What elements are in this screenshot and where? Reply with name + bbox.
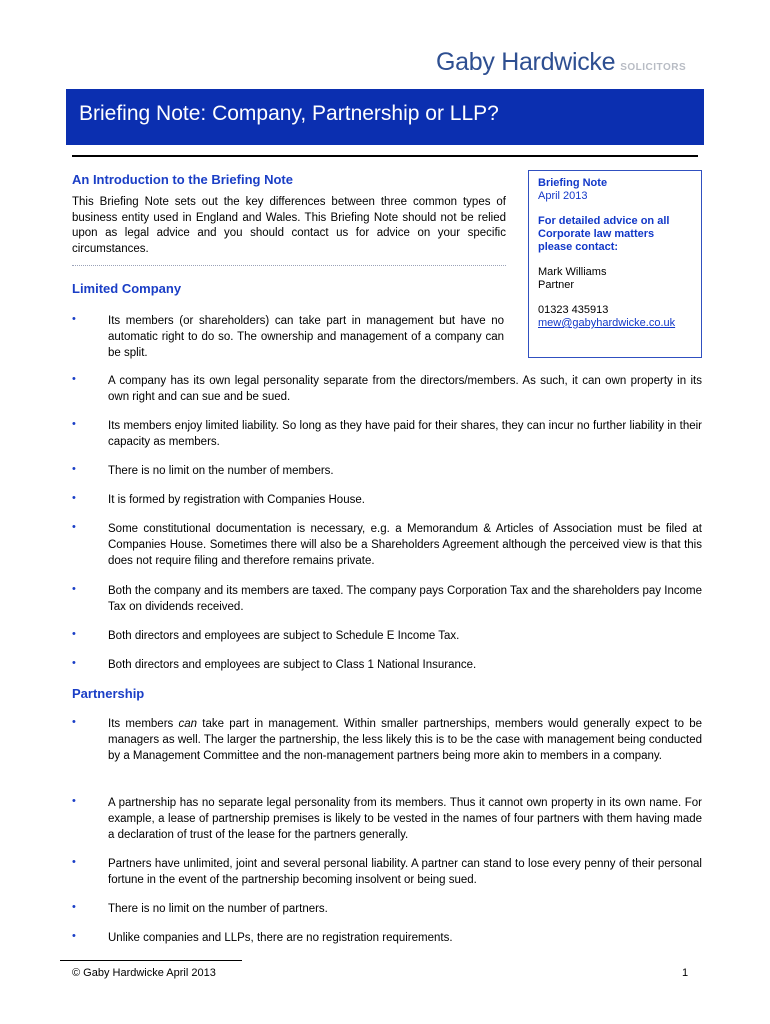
partnership-heading: Partnership (72, 686, 145, 701)
contact-name: Mark Williams (538, 266, 607, 278)
emphasis-can: can (178, 718, 198, 730)
sidebox-title: Briefing Note (538, 177, 608, 189)
company-logo (436, 48, 686, 77)
header-divider (72, 155, 698, 157)
list-item-text: There is no limit on the number of partners. (108, 903, 328, 915)
bullet-icon: • (72, 313, 76, 325)
list-item-text: Partners have unlimited, joint and several personal liability. A partner can stand to lose every penny of their personal fortune in the event of the partnership becoming insolvent or being sued. (108, 858, 702, 886)
limited-company-heading: Limited Company (72, 281, 182, 296)
logo-suffix: SOLICITORS (620, 62, 687, 73)
title-banner (66, 89, 704, 145)
list-item-text: There is no limit on the number of members. (108, 465, 334, 477)
contact-sidebox (528, 170, 702, 358)
contact-email-link[interactable]: mew@gabyhardwicke.co.uk (538, 317, 676, 329)
contact-role: Partner (538, 279, 575, 291)
bullet-icon: • (72, 463, 76, 475)
sidebox-date: April 2013 (538, 190, 588, 202)
section-divider (72, 265, 506, 266)
bullet-icon: • (72, 795, 76, 807)
page-number: 1 (682, 967, 689, 979)
list-item-text: Its members can take part in management. Within smaller partnerships, members would generally expect to be managers as well. The larger the partnership, the less likely this is to be the case with management being conducted by a Management Committee and the non-management partners being more akin to members in a company. (108, 718, 702, 762)
footer-copyright: © Gaby Hardwicke April 2013 (72, 967, 216, 979)
list-item-text: Both directors and employees are subject to Schedule E Income Tax. (108, 630, 460, 642)
intro-paragraph: This Briefing Note sets out the key differences between three common types of business entity used in England and Wales. This Briefing Note should not be relied upon as legal advice and you should contact us for advice on your specific circumstances. (72, 196, 506, 255)
sidebox-advice-line: Corporate law matters (538, 228, 655, 240)
list-item-text: Some constitutional documentation is necessary, e.g. a Memorandum & Articles of Association must be filed at Companies House. Sometimes there will also be a Shareholders Agreement although the perceived view is that this does not require filing and therefore remains private. (108, 523, 702, 567)
contact-phone: 01323 435913 (538, 304, 609, 316)
bullet-icon: • (72, 930, 76, 942)
list-item-text: Unlike companies and LLPs, there are no registration requirements. (108, 932, 453, 944)
bullet-icon: • (72, 418, 76, 430)
list-item-text: A partnership has no separate legal personality from its members. Thus it cannot own property in its own name. For example, a lease of partnership premises is likely to be vested in the names of four partners with them having made a declaration of trust of the lease for the partners generally. (108, 797, 702, 841)
list-item-text: Its members (or shareholders) can take part in management but have no automatic right to do so. The ownership and management of a company can be split. (108, 315, 504, 359)
list-item-text: Its members enjoy limited liability. So long as they have paid for their shares, they can incur no further liability in their capacity as members. (108, 420, 702, 448)
bullet-icon: • (72, 657, 76, 669)
bullet-icon: • (72, 521, 76, 533)
bullet-icon: • (72, 583, 76, 595)
bullet-icon: • (72, 856, 76, 868)
footer-divider (60, 960, 242, 961)
bullet-icon: • (72, 373, 76, 385)
logo-name: Gaby Hardwicke (436, 48, 616, 76)
list-item-text: Both the company and its members are taxed. The company pays Corporation Tax and the shareholders pay Income Tax on dividends received. (108, 585, 702, 613)
intro-heading: An Introduction to the Briefing Note (72, 172, 293, 187)
bullet-icon: • (72, 628, 76, 640)
list-item-text: It is formed by registration with Companies House. (108, 494, 365, 506)
sidebox-advice-line: For detailed advice on all (538, 215, 670, 227)
bullet-icon: • (72, 716, 76, 728)
bullet-icon: • (72, 901, 76, 913)
sidebox-advice-line: please contact: (538, 241, 619, 253)
document-title: Briefing Note: Company, Partnership or LLP? (79, 102, 499, 125)
list-item-text: Both directors and employees are subject to Class 1 National Insurance. (108, 659, 477, 671)
bullet-icon: • (72, 492, 76, 504)
list-item-text: A company has its own legal personality separate from the directors/members. As such, it can own property in its own right and can sue and be sued. (108, 375, 702, 403)
